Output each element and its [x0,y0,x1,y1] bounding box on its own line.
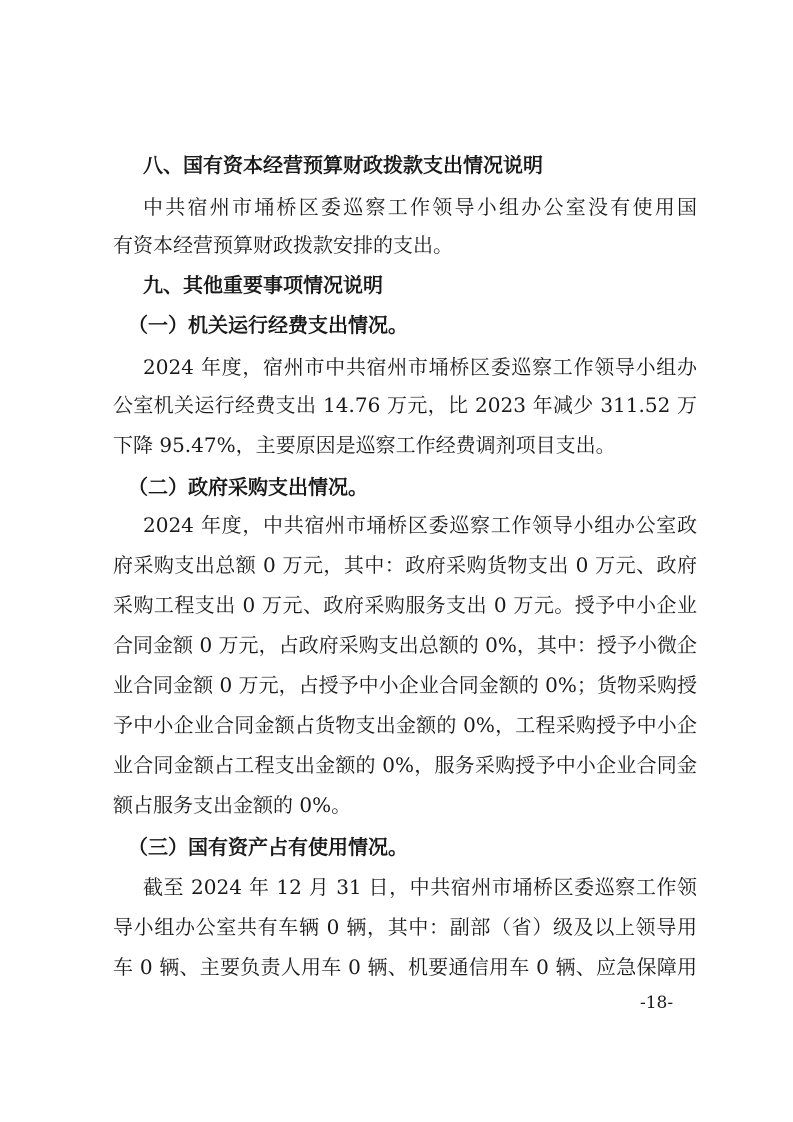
subsection-3-heading: （三）国有资产占有使用情况。 [128,835,408,859]
paragraph-line: 府采购支出总额 0 万元，其中：政府采购货物支出 0 万元、政府 [113,553,697,577]
paragraph-line: 2024 年度，宿州市中共宿州市埇桥区委巡察工作领导小组办 [143,355,697,379]
page-number: -18- [640,993,674,1013]
paragraph-line: 公室机关运行经费支出 14.76 万元，比 2023 年减少 311.52 万 [113,393,697,417]
subsection-2-heading: （二）政府采购支出情况。 [128,475,368,499]
paragraph-line: 予中小企业合同金额占货物支出金额的 0%，工程采购授予中小企 [113,713,697,737]
paragraph-line: 2024 年度，中共宿州市埇桥区委巡察工作领导小组办公室政 [143,513,697,537]
subsection-1-heading: （一）机关运行经费支出情况。 [128,313,408,337]
paragraph-line: 业合同金额 0 万元，占授予中小企业合同金额的 0%；货物采购授 [113,673,697,697]
paragraph-line: 导小组办公室共有车辆 0 辆，其中：副部（省）级及以上领导用 [113,915,697,939]
paragraph-line: 车 0 辆、主要负责人用车 0 辆、机要通信用车 0 辆、应急保障用 [113,955,697,979]
paragraph-line: 业合同金额占工程支出金额的 0%，服务采购授予中小企业合同金 [113,753,697,777]
paragraph-line: 下降 95.47%，主要原因是巡察工作经费调剂项目支出。 [113,433,616,457]
paragraph-line: 截至 2024 年 12 月 31 日，中共宿州市埇桥区委巡察工作领 [143,875,697,899]
section-8-heading: 八、国有资本经营预算财政拨款支出情况说明 [143,153,543,177]
paragraph-line: 中共宿州市埇桥区委巡察工作领导小组办公室没有使用国 [143,195,697,219]
paragraph-line: 采购工程支出 0 万元、政府采购服务支出 0 万元。授予中小企业 [113,593,697,617]
paragraph-line: 有资本经营预算财政拨款安排的支出。 [113,233,453,257]
paragraph-line: 额占服务支出金额的 0%。 [113,793,352,817]
paragraph-line: 合同金额 0 万元，占政府采购支出总额的 0%，其中：授予小微企 [113,633,697,657]
section-9-heading: 九、其他重要事项情况说明 [143,273,383,297]
